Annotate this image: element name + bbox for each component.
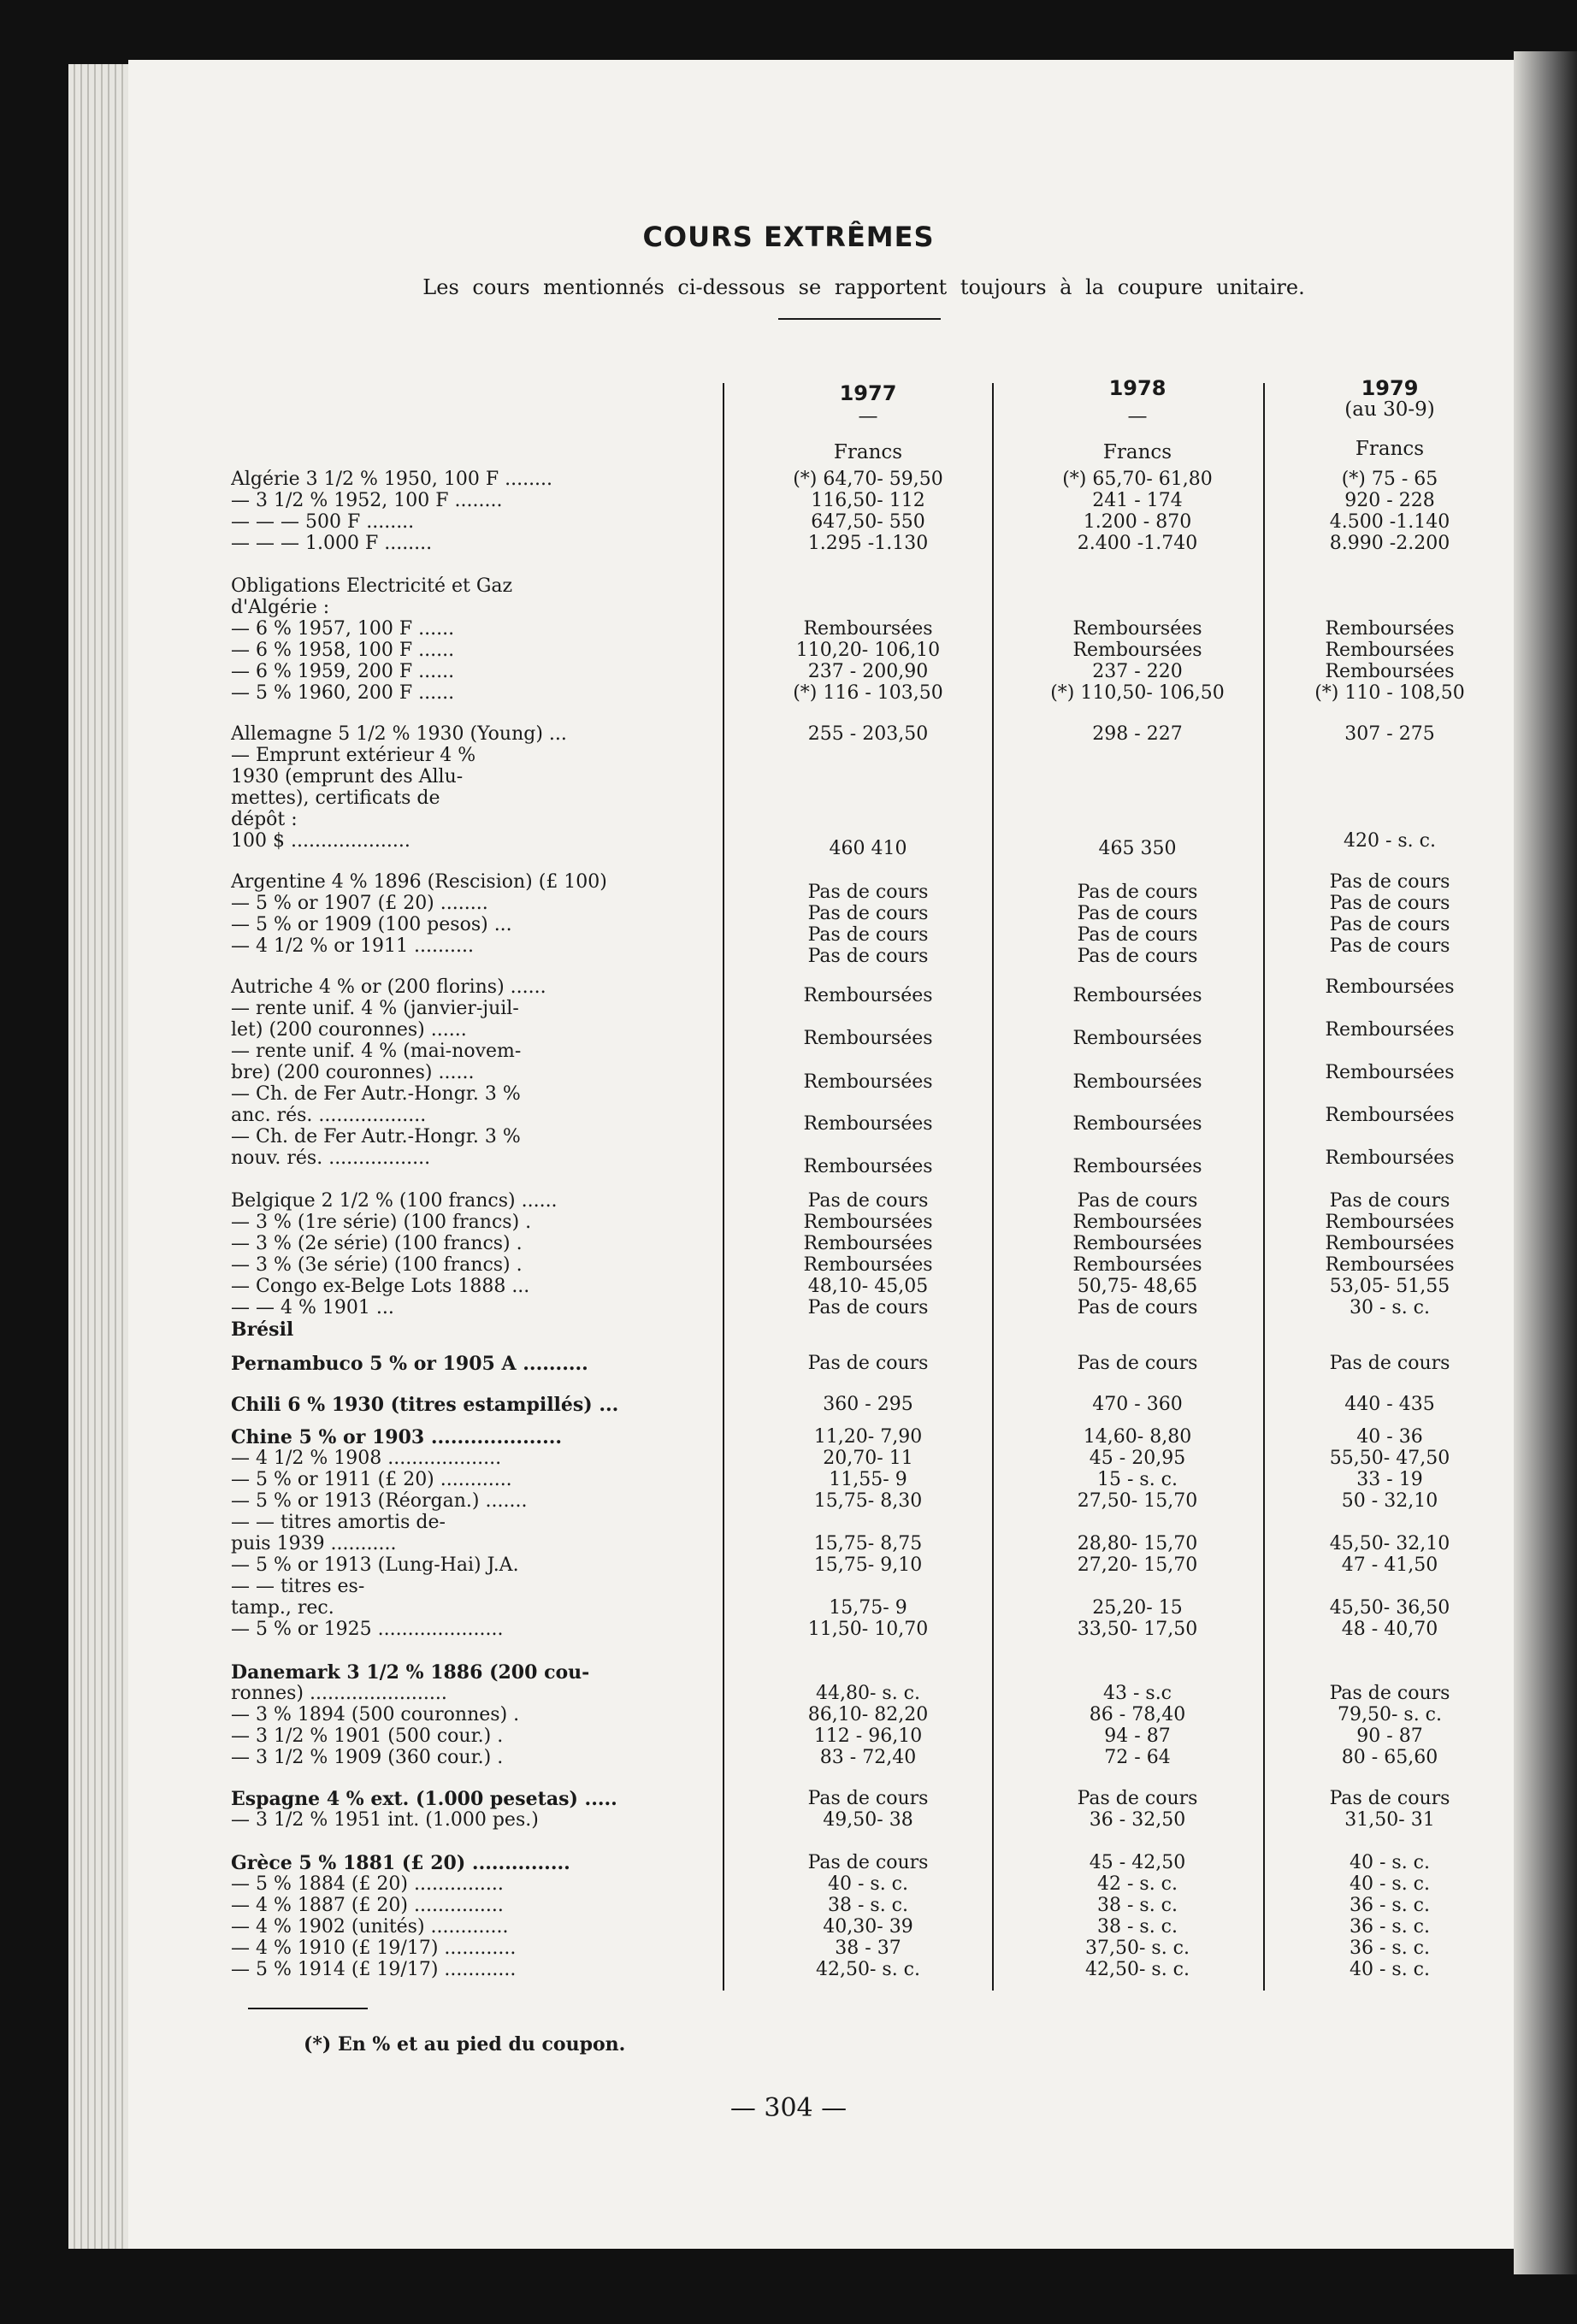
- value-1977: 1.295 -1.130: [807, 533, 929, 554]
- table-row: [0, 1512, 1577, 1536]
- row-label: Belgique 2 1/2 % (100 francs) ......: [231, 1190, 558, 1212]
- row-label: Brésil: [231, 1318, 294, 1341]
- row-label: — 3 % (2e série) (100 francs) .: [231, 1233, 523, 1254]
- value-1978: 43 - s.c: [1102, 1683, 1172, 1704]
- row-label: Chili 6 % 1930 (titres estampillés) ...: [231, 1394, 619, 1416]
- value-1977: Remboursées: [803, 1028, 933, 1049]
- value-1979: 8.990 -2.200: [1329, 533, 1450, 554]
- value-1978: 470 - 360: [1092, 1394, 1183, 1415]
- value-1977: 40,30- 39: [823, 1916, 913, 1938]
- row-label: Pernambuco 5 % or 1905 A ..........: [231, 1353, 588, 1375]
- table-row: [0, 575, 1577, 599]
- value-1979: 36 - s. c.: [1349, 1895, 1430, 1916]
- value-1978: 94 - 87: [1104, 1725, 1171, 1747]
- table-row: [0, 1683, 1577, 1707]
- value-1979: 40 - s. c.: [1349, 1959, 1430, 1980]
- value-1978: (*) 65,70- 61,80: [1062, 469, 1213, 490]
- table-row: [0, 1254, 1577, 1278]
- value-1978: Remboursées: [1072, 1254, 1202, 1276]
- value-1979: 40 - s. c.: [1349, 1852, 1430, 1873]
- value-1978: Pas de cours: [1077, 1353, 1198, 1374]
- value-1977: 15,75- 8,30: [813, 1490, 923, 1512]
- value-1977: Remboursées: [803, 1113, 933, 1135]
- column-year-1978: 1978: [1108, 376, 1167, 400]
- row-label: — 6 % 1959, 200 F ......: [231, 661, 455, 682]
- table-row: [0, 1788, 1577, 1812]
- value-1979: 420 - s. c.: [1343, 830, 1436, 852]
- value-1978: 33,50- 17,50: [1077, 1619, 1198, 1640]
- table-row: [0, 1747, 1577, 1771]
- row-label: — Emprunt extérieur 4 %: [231, 745, 476, 766]
- table-row: [0, 1156, 1577, 1180]
- value-1978: 298 - 227: [1092, 723, 1183, 745]
- table-row: [0, 766, 1577, 790]
- value-1978: Pas de cours: [1077, 946, 1198, 967]
- table-row: [0, 946, 1577, 970]
- value-1979: Remboursées: [1325, 618, 1455, 640]
- table-row: [0, 787, 1577, 811]
- value-1978: Remboursées: [1072, 1113, 1202, 1135]
- title-underline: [778, 318, 941, 320]
- table-row: [0, 1533, 1577, 1557]
- value-1979: 920 - 228: [1344, 490, 1435, 511]
- table-row: [0, 1233, 1577, 1257]
- value-1978: Remboursées: [1072, 1156, 1202, 1177]
- value-1979: 36 - s. c.: [1349, 1938, 1430, 1959]
- value-1977: Pas de cours: [807, 1788, 929, 1809]
- row-label: — Congo ex-Belge Lots 1888 ...: [231, 1276, 530, 1297]
- row-label: tamp., rec.: [231, 1597, 334, 1619]
- row-label: — 4 1/2 % 1908 ...................: [231, 1448, 502, 1469]
- value-1978: Remboursées: [1072, 640, 1202, 661]
- value-1979: 90 - 87: [1356, 1725, 1423, 1747]
- table-row: [0, 1041, 1577, 1065]
- row-label: — 5 % or 1925 .....................: [231, 1619, 504, 1640]
- row-label: — 3 % 1894 (500 couronnes) .: [231, 1704, 520, 1725]
- value-1979: Remboursées: [1325, 1147, 1455, 1169]
- value-1978: Remboursées: [1072, 618, 1202, 640]
- value-1977: 83 - 72,40: [819, 1747, 917, 1768]
- table-row: [0, 1190, 1577, 1214]
- value-1978: 28,80- 15,70: [1077, 1533, 1198, 1554]
- value-1977: Remboursées: [803, 618, 933, 640]
- row-label: — 5 % 1914 (£ 19/17) ............: [231, 1959, 517, 1980]
- table-row: [0, 1448, 1577, 1472]
- value-1978: 45 - 20,95: [1089, 1448, 1186, 1469]
- row-label: 1930 (emprunt des Allu-: [231, 766, 464, 787]
- page-title: COURS EXTRÊMES: [642, 221, 935, 253]
- value-1979: Pas de cours: [1329, 914, 1450, 935]
- value-1978: Pas de cours: [1077, 924, 1198, 946]
- value-1979: Pas de cours: [1329, 1788, 1450, 1809]
- row-label: Argentine 4 % 1896 (Rescision) (£ 100): [231, 871, 607, 893]
- table-row: [0, 682, 1577, 706]
- row-label: — 4 % 1887 (£ 20) ...............: [231, 1895, 504, 1916]
- row-label: — 5 % or 1913 (Réorgan.) .......: [231, 1490, 528, 1512]
- page-subtitle: Les cours mentionnés ci-dessous se rapportent toujours à la coupure unitaire.: [422, 275, 1305, 299]
- value-1977: 11,20- 7,90: [813, 1426, 923, 1448]
- table-row: [0, 1394, 1577, 1418]
- value-1978: 1.200 - 870: [1083, 511, 1192, 533]
- value-1977: 647,50- 550: [811, 511, 925, 533]
- row-label: — 3 1/2 % 1952, 100 F ........: [231, 490, 503, 511]
- row-label: ronnes) .......................: [231, 1683, 447, 1704]
- value-1977: Remboursées: [803, 1071, 933, 1093]
- table-row: [0, 998, 1577, 1022]
- table-row: [0, 1895, 1577, 1919]
- value-1979: 31,50- 31: [1344, 1809, 1435, 1831]
- table-row: [0, 618, 1577, 642]
- row-label: Allemagne 5 1/2 % 1930 (Young) ...: [231, 723, 567, 745]
- row-label: puis 1939 ...........: [231, 1533, 397, 1554]
- row-label: — 4 % 1902 (unités) .............: [231, 1916, 509, 1938]
- footnote: (*) En % et au pied du coupon.: [304, 2033, 626, 2056]
- row-label: — rente unif. 4 % (janvier-juil-: [231, 998, 519, 1019]
- value-1978: 237 - 220: [1092, 661, 1183, 682]
- row-label: let) (200 couronnes) ......: [231, 1019, 467, 1041]
- row-label: — 3 % (3e série) (100 francs) .: [231, 1254, 523, 1276]
- value-1979: (*) 75 - 65: [1341, 469, 1438, 490]
- value-1979: 40 - 36: [1356, 1426, 1423, 1448]
- value-1977: 48,10- 45,05: [807, 1276, 929, 1297]
- value-1979: 79,50- s. c.: [1338, 1704, 1442, 1725]
- value-1979: 30 - s. c.: [1349, 1297, 1430, 1318]
- value-1979: 50 - 32,10: [1341, 1490, 1438, 1512]
- value-1978: 72 - 64: [1104, 1747, 1171, 1768]
- value-1979: Remboursées: [1325, 1212, 1455, 1233]
- value-1978: Pas de cours: [1077, 1297, 1198, 1318]
- value-1979: 33 - 19: [1356, 1469, 1423, 1490]
- value-1977: 360 - 295: [823, 1394, 913, 1415]
- row-label: — rente unif. 4 % (mai-novem-: [231, 1041, 522, 1062]
- value-1978: 15 - s. c.: [1096, 1469, 1178, 1490]
- value-1979: Remboursées: [1325, 1062, 1455, 1083]
- value-1979: Pas de cours: [1329, 893, 1450, 914]
- value-1979: Remboursées: [1325, 1254, 1455, 1276]
- value-1977: Pas de cours: [807, 946, 929, 967]
- value-1978: 36 - 32,50: [1089, 1809, 1186, 1831]
- value-1977: (*) 64,70- 59,50: [793, 469, 943, 490]
- table-row: [0, 640, 1577, 664]
- value-1979: 40 - s. c.: [1349, 1873, 1430, 1895]
- value-1978: 37,50- s. c.: [1085, 1938, 1190, 1959]
- value-1978: 25,20- 15: [1092, 1597, 1183, 1619]
- value-1979: Remboursées: [1325, 1105, 1455, 1126]
- row-label: — 4 % 1910 (£ 19/17) ............: [231, 1938, 517, 1959]
- value-1979: (*) 110 - 108,50: [1314, 682, 1465, 704]
- row-label: — 6 % 1957, 100 F ......: [231, 618, 455, 640]
- value-1977: Remboursées: [803, 985, 933, 1006]
- table-row: [0, 1576, 1577, 1600]
- table-row: [0, 661, 1577, 685]
- value-1979: 55,50- 47,50: [1329, 1448, 1450, 1469]
- value-1977: 42,50- s. c.: [816, 1959, 920, 1980]
- value-1977: 116,50- 112: [811, 490, 925, 511]
- table-row: [0, 1809, 1577, 1833]
- table-row: [0, 1297, 1577, 1321]
- row-label: — Ch. de Fer Autr.-Hongr. 3 %: [231, 1083, 521, 1105]
- row-label: — 6 % 1958, 100 F ......: [231, 640, 455, 661]
- table-row: [0, 1490, 1577, 1514]
- row-label: Danemark 3 1/2 % 1886 (200 cou-: [231, 1661, 590, 1684]
- row-label: — — — 500 F ........: [231, 511, 415, 533]
- row-label: — — titres amortis de-: [231, 1512, 446, 1533]
- value-1979: Pas de cours: [1329, 1683, 1450, 1704]
- value-1978: 241 - 174: [1092, 490, 1183, 511]
- value-1977: 110,20- 106,10: [795, 640, 941, 661]
- table-row: [0, 745, 1577, 769]
- value-1977: 15,75- 8,75: [813, 1533, 923, 1554]
- table-row: [0, 1318, 1577, 1342]
- table-row: [0, 723, 1577, 747]
- value-1979: 53,05- 51,55: [1329, 1276, 1450, 1297]
- table-row: [0, 511, 1577, 535]
- table-row: [0, 1661, 1577, 1685]
- value-1978: 45 - 42,50: [1089, 1852, 1186, 1873]
- value-1977: 15,75- 9,10: [813, 1554, 923, 1576]
- value-1977: 44,80- s. c.: [816, 1683, 920, 1704]
- table-row: [0, 1852, 1577, 1876]
- value-1977: 20,70- 11: [823, 1448, 913, 1469]
- value-1977: Pas de cours: [807, 882, 929, 903]
- table-row: [0, 1426, 1577, 1450]
- footnote-rule: [248, 2008, 368, 2009]
- column-subtitle-1979: (au 30-9): [1344, 398, 1435, 421]
- value-1978: Pas de cours: [1077, 903, 1198, 924]
- row-label: mettes), certificats de: [231, 787, 440, 809]
- table-row: [0, 1938, 1577, 1961]
- table-row: [0, 1353, 1577, 1377]
- value-1979: Pas de cours: [1329, 1190, 1450, 1212]
- row-label: — 5 % 1960, 200 F ......: [231, 682, 455, 704]
- value-1979: Remboursées: [1325, 976, 1455, 998]
- row-label: Grèce 5 % 1881 (£ 20) ...............: [231, 1852, 570, 1874]
- row-label: — 3 % (1re série) (100 francs) .: [231, 1212, 532, 1233]
- value-1977: Remboursées: [803, 1254, 933, 1276]
- value-1979: Pas de cours: [1329, 935, 1450, 957]
- value-1977: Pas de cours: [807, 924, 929, 946]
- value-1979: Remboursées: [1325, 640, 1455, 661]
- table-row: [0, 1725, 1577, 1749]
- row-label: anc. rés. ..................: [231, 1105, 427, 1126]
- value-1978: 27,20- 15,70: [1077, 1554, 1198, 1576]
- row-label: Obligations Electricité et Gaz: [231, 575, 513, 597]
- value-1978: 465 350: [1098, 838, 1177, 859]
- row-label: — 3 1/2 % 1901 (500 cour.) .: [231, 1725, 504, 1747]
- row-label: — — titres es-: [231, 1576, 365, 1597]
- value-1979: 45,50- 32,10: [1329, 1533, 1450, 1554]
- column-year-1979: 1979: [1361, 376, 1419, 400]
- table-row: [0, 490, 1577, 514]
- value-1978: 42 - s. c.: [1096, 1873, 1178, 1895]
- value-1977: 38 - 37: [835, 1938, 901, 1959]
- value-1977: 11,55- 9: [829, 1469, 907, 1490]
- value-1978: Pas de cours: [1077, 882, 1198, 903]
- table-row: [0, 809, 1577, 833]
- value-1978: Pas de cours: [1077, 1190, 1198, 1212]
- value-1979: Remboursées: [1325, 1019, 1455, 1041]
- row-label: 100 $ ....................: [231, 830, 410, 852]
- row-label: — — — 1.000 F ........: [231, 533, 433, 554]
- value-1977: 86,10- 82,20: [807, 1704, 929, 1725]
- value-1977: 112 - 96,10: [813, 1725, 923, 1747]
- row-label: nouv. rés. .................: [231, 1147, 431, 1169]
- row-label: — 5 % or 1911 (£ 20) ............: [231, 1469, 512, 1490]
- value-1979: Remboursées: [1325, 1233, 1455, 1254]
- value-1977: Pas de cours: [807, 1190, 929, 1212]
- value-1977: Pas de cours: [807, 1297, 929, 1318]
- value-1978: 38 - s. c.: [1096, 1916, 1178, 1938]
- value-1977: 49,50- 38: [823, 1809, 913, 1831]
- value-1977: 40 - s. c.: [827, 1873, 908, 1895]
- value-1978: Pas de cours: [1077, 1788, 1198, 1809]
- value-1977: 237 - 200,90: [807, 661, 929, 682]
- value-1979: 80 - 65,60: [1341, 1747, 1438, 1768]
- value-1978: 2.400 -1.740: [1077, 533, 1198, 554]
- value-1978: 27,50- 15,70: [1077, 1490, 1198, 1512]
- value-1977: 460 410: [829, 838, 907, 859]
- value-1978: Remboursées: [1072, 1028, 1202, 1049]
- row-label: — 3 1/2 % 1909 (360 cour.) .: [231, 1747, 504, 1768]
- row-label: d'Algérie :: [231, 597, 330, 618]
- value-1978: (*) 110,50- 106,50: [1050, 682, 1225, 704]
- value-1977: (*) 116 - 103,50: [793, 682, 943, 704]
- value-1978: Remboursées: [1072, 1233, 1202, 1254]
- value-1977: Remboursées: [803, 1233, 933, 1254]
- value-1977: Remboursées: [803, 1212, 933, 1233]
- row-label: — 5 % or 1909 (100 pesos) ...: [231, 914, 512, 935]
- value-1977: Pas de cours: [807, 1852, 929, 1873]
- column-unit-1977: Francs: [833, 441, 903, 463]
- table-row: [0, 469, 1577, 493]
- value-1978: Remboursées: [1072, 1212, 1202, 1233]
- table-row: [0, 1554, 1577, 1578]
- value-1978: Remboursées: [1072, 985, 1202, 1006]
- column-unit-1978: Francs: [1102, 441, 1172, 463]
- value-1979: 440 - 435: [1344, 1394, 1435, 1415]
- value-1978: 86 - 78,40: [1089, 1704, 1186, 1725]
- value-1978: 42,50- s. c.: [1085, 1959, 1190, 1980]
- row-label: Espagne 4 % ext. (1.000 pesetas) .....: [231, 1788, 617, 1810]
- column-unit-1979: Francs: [1355, 438, 1425, 460]
- value-1977: Remboursées: [803, 1156, 933, 1177]
- value-1979: 4.500 -1.140: [1329, 511, 1450, 533]
- value-1979: 45,50- 36,50: [1329, 1597, 1450, 1619]
- table-row: [0, 1469, 1577, 1493]
- row-label: — 5 % or 1913 (Lung-Hai) J.A.: [231, 1554, 519, 1576]
- page-number: — 304 —: [729, 2093, 848, 2123]
- value-1977: 255 - 203,50: [807, 723, 929, 745]
- row-label: Algérie 3 1/2 % 1950, 100 F ........: [231, 469, 553, 490]
- value-1978: 50,75- 48,65: [1077, 1276, 1198, 1297]
- value-1977: 15,75- 9: [829, 1597, 907, 1619]
- table-row: [0, 1276, 1577, 1300]
- table-row: [0, 1704, 1577, 1728]
- row-label: — Ch. de Fer Autr.-Hongr. 3 %: [231, 1126, 521, 1147]
- value-1979: 36 - s. c.: [1349, 1916, 1430, 1938]
- row-label: dépôt :: [231, 809, 298, 830]
- value-1979: 47 - 41,50: [1341, 1554, 1438, 1576]
- table-row: [0, 1083, 1577, 1107]
- value-1979: Pas de cours: [1329, 1353, 1450, 1374]
- row-label: — 5 % or 1907 (£ 20) ........: [231, 893, 488, 914]
- column-year-1977: 1977: [839, 381, 897, 405]
- row-label: — 3 1/2 % 1951 int. (1.000 pes.): [231, 1809, 539, 1831]
- row-label: Chine 5 % or 1903 ....................: [231, 1426, 563, 1448]
- row-label: — — 4 % 1901 ...: [231, 1297, 394, 1318]
- table-row: [0, 1619, 1577, 1643]
- value-1977: 11,50- 10,70: [807, 1619, 929, 1640]
- table-row: [0, 1916, 1577, 1940]
- value-1979: Remboursées: [1325, 661, 1455, 682]
- table-row: [0, 1873, 1577, 1897]
- table-row: [0, 533, 1577, 557]
- value-1979: Pas de cours: [1329, 871, 1450, 893]
- table-row: [0, 838, 1577, 862]
- value-1979: 307 - 275: [1344, 723, 1435, 745]
- value-1977: 38 - s. c.: [827, 1895, 908, 1916]
- row-label: bre) (200 couronnes) ......: [231, 1062, 475, 1083]
- table-row: [0, 1212, 1577, 1236]
- value-1977: Pas de cours: [807, 903, 929, 924]
- value-1977: Pas de cours: [807, 1353, 929, 1374]
- value-1978: Remboursées: [1072, 1071, 1202, 1093]
- table-row: [0, 1126, 1577, 1150]
- row-label: Autriche 4 % or (200 florins) ......: [231, 976, 546, 998]
- column-dash-1977: —: [858, 405, 878, 428]
- value-1978: 14,60- 8,80: [1083, 1426, 1192, 1448]
- table-row: [0, 597, 1577, 621]
- column-dash-1978: —: [1127, 405, 1148, 428]
- table-row: [0, 1959, 1577, 1983]
- value-1979: 48 - 40,70: [1341, 1619, 1438, 1640]
- row-label: — 4 1/2 % or 1911 ..........: [231, 935, 474, 957]
- row-label: — 5 % 1884 (£ 20) ...............: [231, 1873, 504, 1895]
- value-1978: 38 - s. c.: [1096, 1895, 1178, 1916]
- table-row: [0, 1597, 1577, 1621]
